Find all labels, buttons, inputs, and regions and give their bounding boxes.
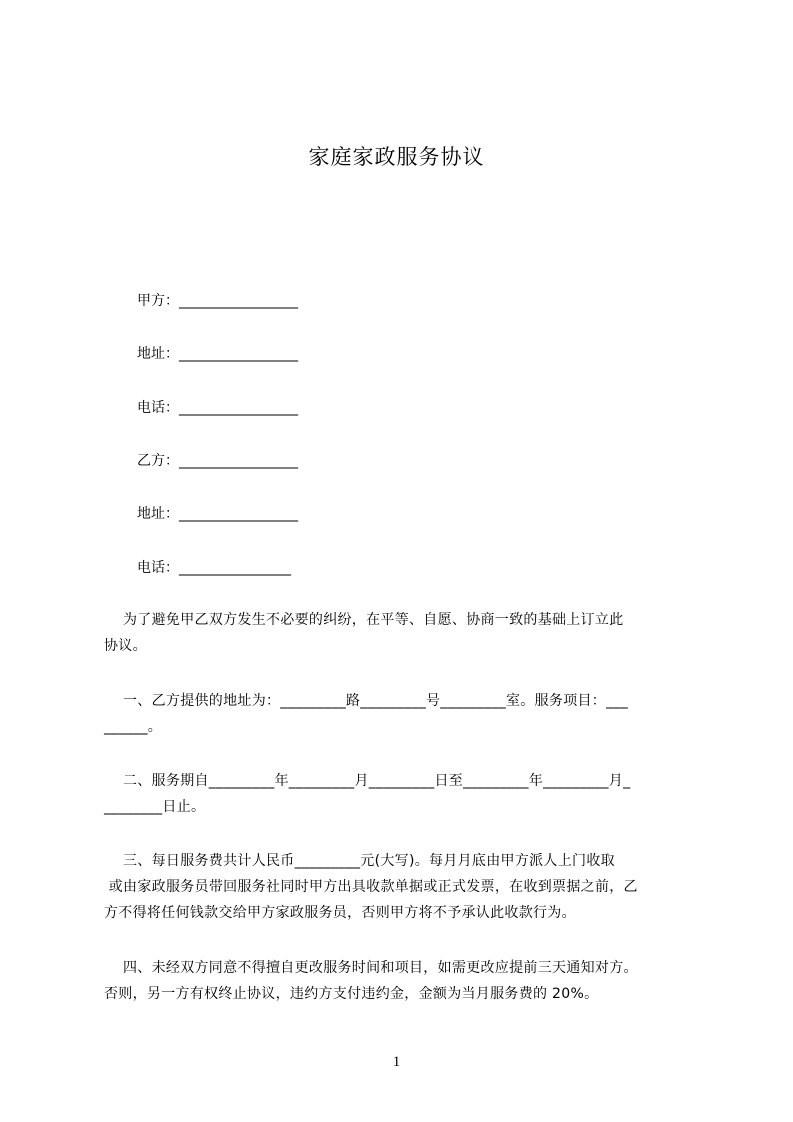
document-title: 家庭家政服务协议: [308, 145, 485, 169]
clause-4: [104, 955, 700, 1007]
clause-1-line: ______。: [104, 719, 163, 735]
clause-4-line: 四、未经双方同意不得擅自更改服务时间和项目，如需更改应提前三天通知对方。: [104, 960, 638, 976]
intro-line: 为了避免甲乙双方发生不必要的纠纷，在平等、自愿、协商一致的基础上订立此: [104, 612, 624, 628]
intro-line: 协议。: [104, 638, 147, 654]
party-a-field: 甲方：_________________: [137, 293, 298, 309]
clause-1: [104, 688, 700, 740]
clause-3-line: 方不得将任何钱款交给甲方家政服务员，否则甲方将不予承认此收款行为。: [104, 905, 576, 921]
clause-4-line: 否则，另一方有权终止协议，违约方支付违约金，金额为当月服务费的 20%。: [104, 986, 599, 1002]
party-b-phone-field: 电话：________________: [137, 560, 291, 576]
party-a-phone-field: 电话：_________________: [137, 400, 298, 416]
clause-2-line: ________日止。: [104, 799, 206, 815]
clause-3-line: 或由家政服务员带回服务社同时甲方出具收款单据或正式发票，在收到票据之前，乙: [104, 879, 638, 895]
party-b-address-field: 地址：_________________: [137, 506, 298, 522]
party-a-address-field: 地址：_________________: [137, 346, 298, 362]
clause-3: [104, 848, 700, 926]
clause-2: [104, 768, 700, 820]
party-b-field: 乙方：_________________: [137, 453, 298, 469]
clause-3-line: 三、每日服务费共计人民币_________元(大写)。每月月底由甲方派人上门收取: [104, 853, 615, 869]
page-number: 1: [392, 1054, 401, 1070]
clause-2-line: 二、服务期自_________年_________月_________日至_________年_________月_: [104, 773, 631, 789]
clause-1-line: 一、乙方提供的地址为：_________路_________号_________室。服务项目：___: [104, 693, 628, 709]
intro-paragraph: [104, 607, 700, 659]
